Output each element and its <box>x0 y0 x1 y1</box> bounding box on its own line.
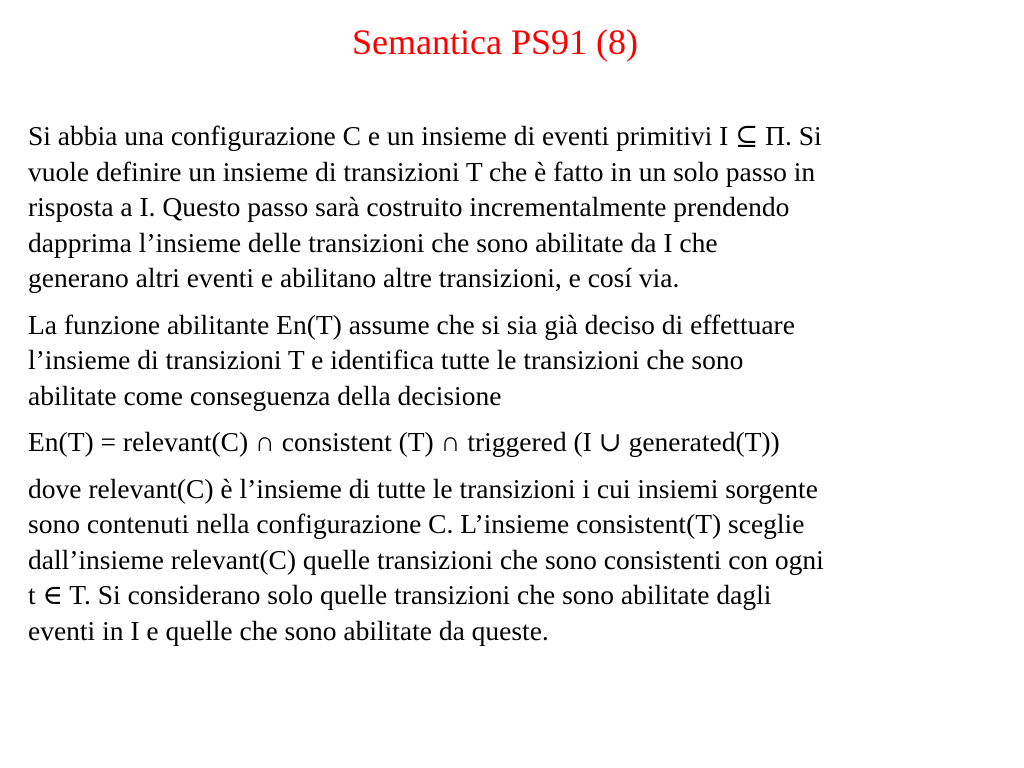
text-line: eventi in I e quelle che sono abilitate da queste. <box>28 614 549 646</box>
text-line: dove relevant(C) è l’insieme di tutte le transizioni i cui insiemi sorgente <box>28 472 818 504</box>
text-line: La funzione abilitante En(T) assume che si sia già deciso di effettuare <box>28 308 795 340</box>
slide-title: Semantica PS91 (8) <box>352 22 638 62</box>
text-line: l’insieme di transizioni T e identifica tutte le transizioni che sono <box>28 344 744 375</box>
text-line: vuole definire un insieme di transizioni T che è fatto in un solo passo in <box>28 155 816 187</box>
paragraph-definition <box>28 118 1018 296</box>
text-line: generano altri eventi e abilitano altre transizioni, e cosí via. <box>28 262 680 293</box>
text-line: abilitate come conseguenza della decisione <box>28 379 502 411</box>
text-line: Si abbia una configurazione C e un insieme di eventi primitivi I ⊆ Π. Si <box>28 120 822 151</box>
text-line: risposta a I. Questo passo sarà costruito incrementalmente prendendo <box>28 191 790 222</box>
formula-line: En(T) = relevant(C) ∩ consistent (T) ∩ triggered (I ∪ generated(T)) <box>28 426 780 457</box>
paragraph-enabling-function <box>28 307 1018 414</box>
text-line: dapprima l’insieme delle transizioni che sono abilitate da I che <box>28 226 718 258</box>
text-line: dall’insieme relevant(C) quelle transizioni che sono consistenti con ogni <box>28 543 824 575</box>
text-line: sono contenuti nella configurazione C. L’insieme consistent(T) sceglie <box>28 508 805 539</box>
paragraph-formula <box>28 424 1018 460</box>
paragraph-explanation <box>28 471 1018 649</box>
text-line: t ∈ T. Si considerano solo quelle transizioni che sono abilitate dagli <box>28 579 772 610</box>
slide-body <box>28 118 1018 659</box>
